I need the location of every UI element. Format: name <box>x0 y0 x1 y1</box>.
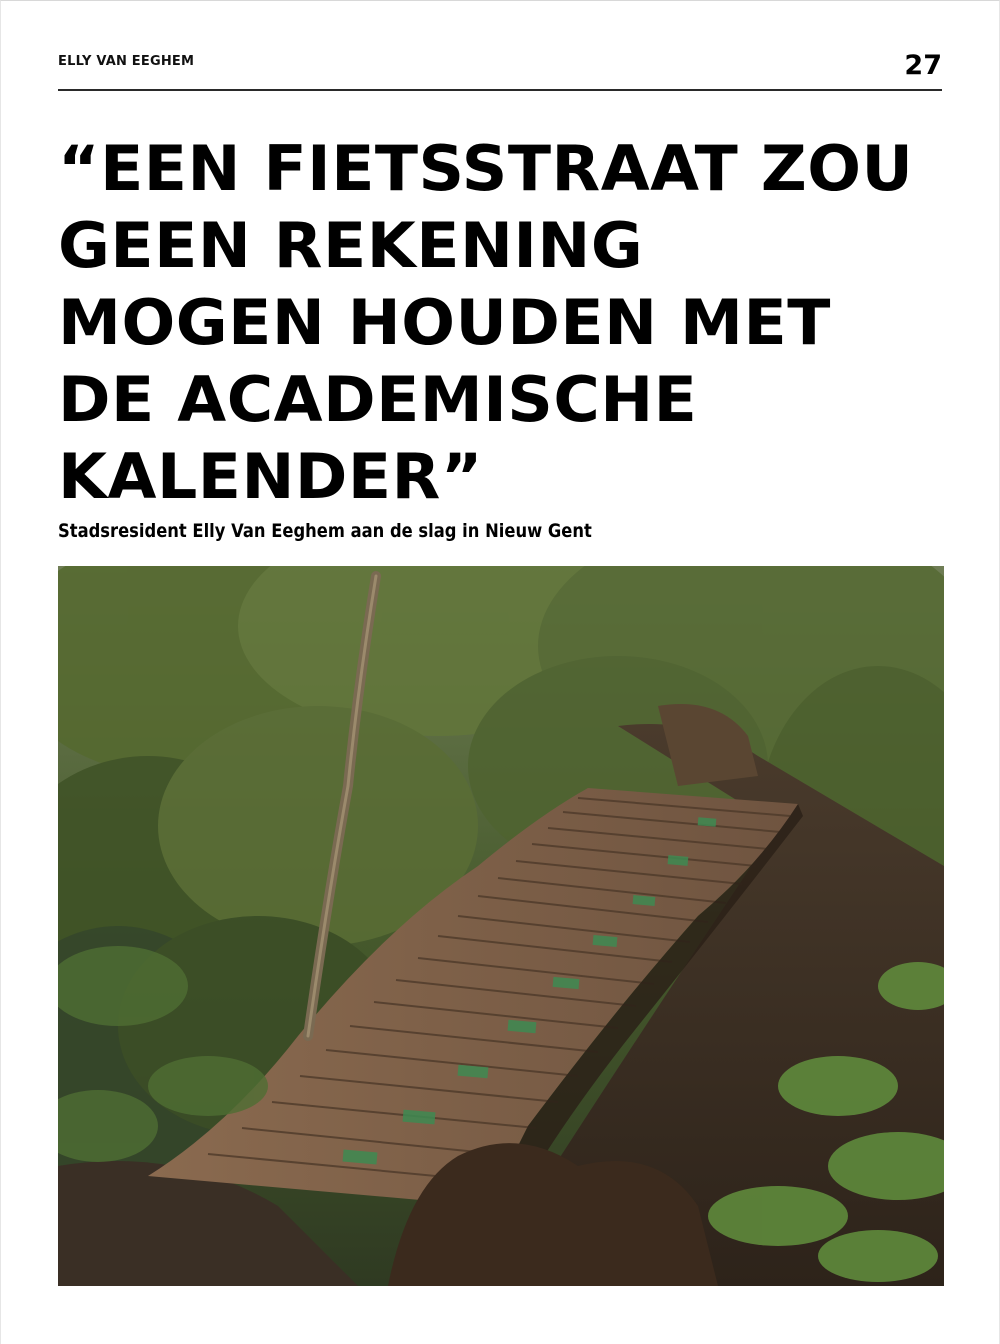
subtitle: Stadsresident Elly Van Eeghem aan de slag in Nieuw Gent <box>58 520 592 542</box>
page-number: 27 <box>904 50 942 81</box>
photo-illustration <box>58 566 944 1286</box>
headline-line: MOGEN HOUDEN MET <box>58 286 831 359</box>
headline-line: GEEN REKENING <box>58 209 644 282</box>
headline-line: “EEN FIETSSTRAAT ZOU <box>58 132 914 205</box>
headline <box>58 130 976 515</box>
running-head: ELLY VAN EEGHEM <box>58 54 195 69</box>
photo-wooden-bridge <box>58 566 944 1286</box>
headline-line: KALENDER” <box>58 440 483 513</box>
header-rule <box>58 89 942 91</box>
headline-line: DE ACADEMISCHE <box>58 363 698 436</box>
